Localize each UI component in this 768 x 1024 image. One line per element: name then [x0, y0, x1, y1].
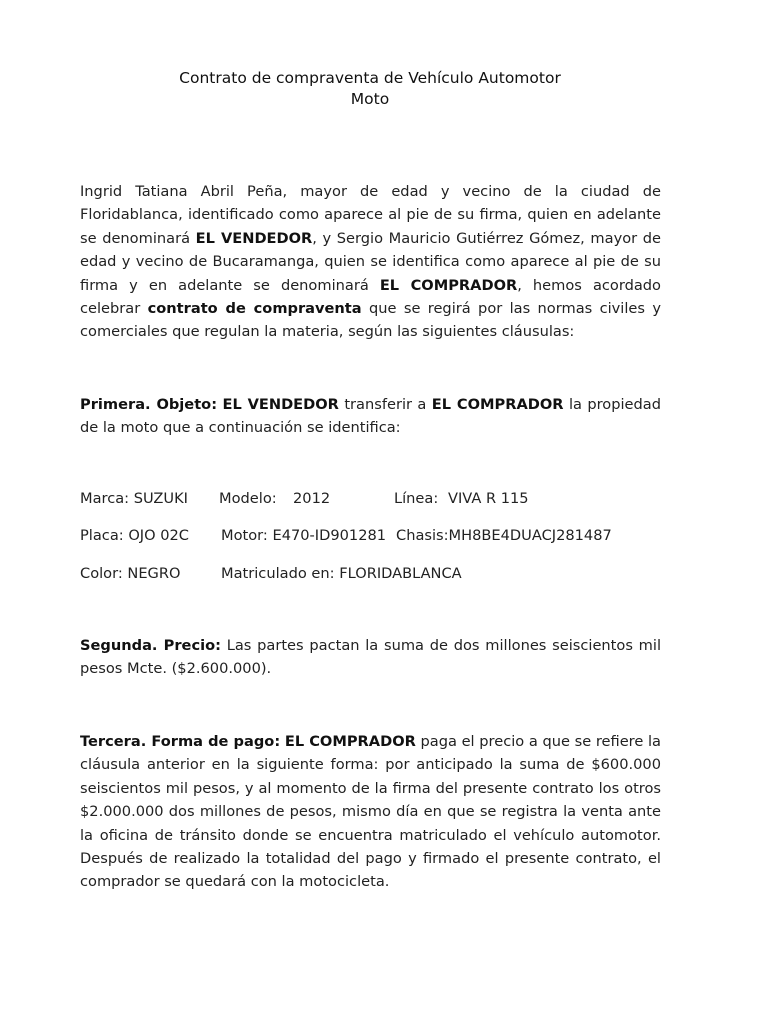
- clause-tercera: [80, 730, 661, 894]
- document-title: [0, 68, 740, 110]
- intro-text-4: que se regirá por las normas civiles y comerciales que regulan la materia, según las siguientes cláusulas:: [80, 300, 661, 341]
- spec-modelo-label: Modelo:: [219, 490, 277, 507]
- clause-primera: [80, 393, 661, 440]
- title-line-1: Contrato de compraventa de Vehículo Automotor: [179, 69, 561, 87]
- spec-linea-label: Línea:: [394, 490, 439, 507]
- intro-text-1: Ingrid Tatiana Abril Peña, mayor de edad y vecino de la ciudad de Floridablanca, identificado como aparece al pie de su firma, quien en adelante se denominará: [80, 183, 661, 247]
- spec-motor: Motor: E470-ID901281: [221, 527, 387, 544]
- title-line-2: Moto: [350, 90, 390, 108]
- segunda-heading: Segunda. Precio:: [80, 637, 221, 654]
- intro-text-2: , y Sergio Mauricio Gutiérrez Gómez, mayor de edad y vecino de Bucaramanga, quien se identifica como aparece al pie de su firma y en adelante se denominará: [80, 229, 661, 294]
- intro-contrato: contrato de compraventa: [147, 300, 362, 318]
- spec-placa: Placa: OJO 02C: [80, 527, 189, 544]
- tercera-heading: Tercera. Forma de pago:: [80, 733, 281, 750]
- intro-text-3: , hemos acordado celebrar: [80, 276, 661, 318]
- segunda-text: Las partes pactan la suma de dos millones seiscientos mil pesos Mcte. ($2.600.000).: [80, 637, 661, 678]
- clause-segunda: [80, 634, 661, 681]
- primera-text-1: transferir a: [338, 396, 432, 413]
- intro-vendedor: EL VENDEDOR: [195, 229, 313, 247]
- primera-text-2: la propiedad de la moto que a continuación se identifica:: [80, 396, 662, 437]
- tercera-text: paga el precio a que se refiere la cláusula anterior en la siguiente forma: por anticipado la suma de $600.000 seiscientos mil pesos, y al momento de la firma del presente contrato los otros $2.000.000 dos millones de pesos, mismo día en que se registra la venta ante la oficina de tránsito donde se encuentra matriculado el vehículo automotor. Después de realizado la totalidad del pago y firmado el presente contrato, el comprador se quedará con la motocicleta.: [80, 733, 662, 891]
- spec-matriculado: Matriculado en: FLORIDABLANCA: [221, 565, 462, 582]
- primera-comprador: EL COMPRADOR: [431, 396, 564, 413]
- intro-paragraph: [80, 180, 661, 344]
- spec-chasis: Chasis:MH8BE4DUACJ281487: [396, 527, 612, 544]
- primera-vendedor: EL VENDEDOR: [222, 396, 339, 413]
- spec-modelo-value: 2012: [293, 490, 331, 507]
- spec-marca: Marca: SUZUKI: [80, 490, 188, 507]
- primera-heading: Primera. Objeto:: [80, 396, 218, 413]
- spec-color: Color: NEGRO: [80, 565, 181, 582]
- tercera-comprador: EL COMPRADOR: [284, 733, 416, 750]
- spec-linea-value: VIVA R 115: [448, 490, 529, 507]
- intro-comprador: EL COMPRADOR: [379, 276, 518, 294]
